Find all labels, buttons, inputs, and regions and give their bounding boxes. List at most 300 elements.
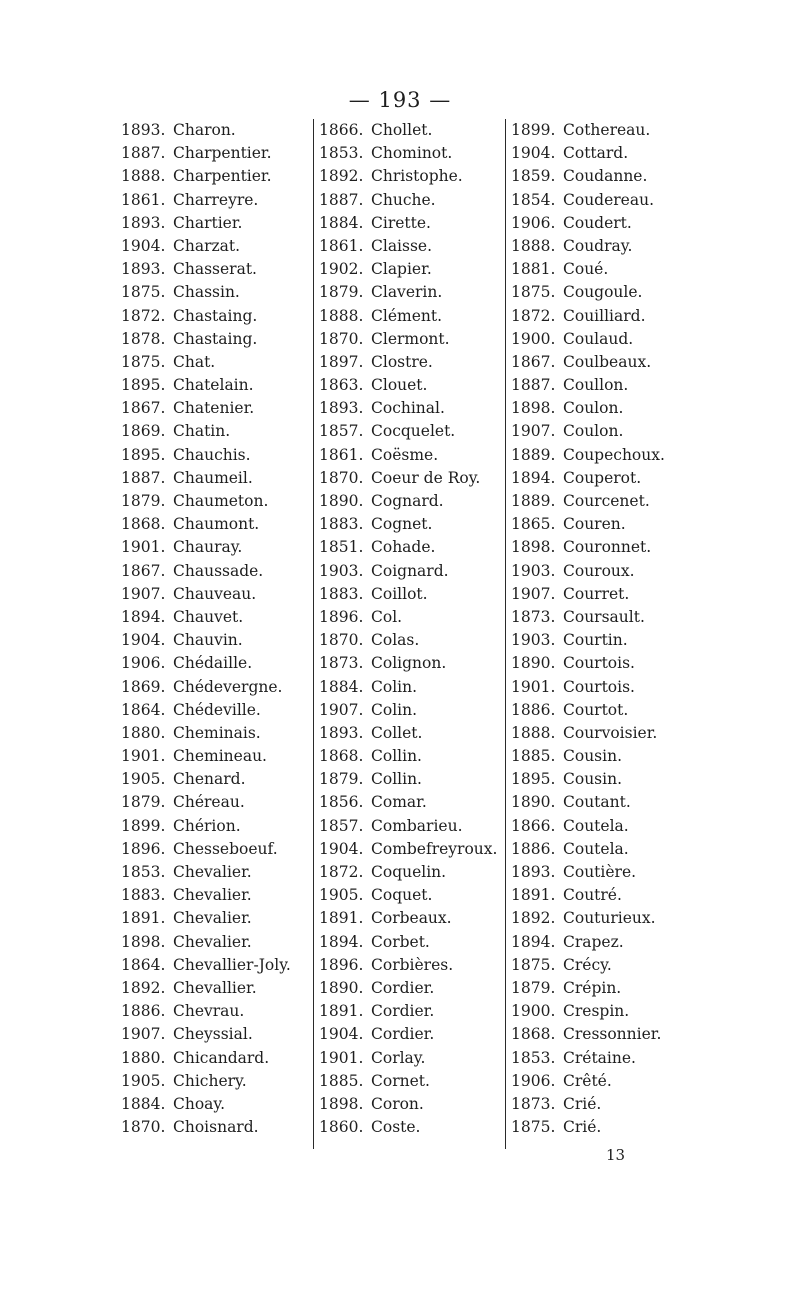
entry-surname: Cordier. bbox=[371, 978, 435, 997]
entry-surname: Couren. bbox=[563, 515, 626, 534]
entry-year: 1878. bbox=[121, 329, 166, 348]
entry-surname: Chéreau. bbox=[173, 793, 245, 812]
entry-year: 1897. bbox=[319, 352, 364, 371]
entry-surname: Cordier. bbox=[371, 1025, 435, 1044]
list-item bbox=[121, 281, 291, 304]
entry-year: 1890. bbox=[511, 793, 556, 812]
entry-year: 1893. bbox=[121, 213, 166, 232]
entry-year: 1879. bbox=[121, 793, 166, 812]
entry-year: 1884. bbox=[319, 677, 364, 696]
list-item bbox=[121, 861, 291, 884]
list-item bbox=[319, 606, 497, 629]
entry-surname: Coulaud. bbox=[563, 329, 634, 348]
entry-year: 1851. bbox=[319, 538, 364, 557]
entry-surname: Coquelin. bbox=[371, 863, 447, 881]
list-item bbox=[511, 1116, 665, 1139]
entry-year: 1904. bbox=[121, 631, 166, 650]
entry-year: 1903. bbox=[511, 561, 556, 580]
entry-year: 1866. bbox=[319, 121, 364, 139]
entry-year: 1904. bbox=[319, 839, 364, 858]
entry-surname: Coullon. bbox=[563, 376, 629, 395]
list-item bbox=[319, 189, 497, 212]
list-item bbox=[319, 652, 497, 675]
list-item bbox=[319, 884, 497, 907]
entry-surname: Colignon. bbox=[371, 654, 447, 673]
entry-surname: Charreyre. bbox=[173, 190, 259, 209]
entry-surname: Coulon. bbox=[563, 422, 624, 441]
entry-year: 1895. bbox=[511, 770, 556, 789]
entry-year: 1904. bbox=[121, 236, 166, 255]
entry-year: 1857. bbox=[319, 816, 364, 835]
list-item bbox=[319, 676, 497, 699]
entry-year: 1872. bbox=[319, 863, 364, 881]
entry-year: 1853. bbox=[319, 144, 364, 163]
entry-year: 1872. bbox=[121, 306, 166, 325]
list-item bbox=[511, 536, 665, 559]
entry-surname: Coutela. bbox=[563, 816, 629, 835]
entry-surname: Courtot. bbox=[563, 700, 629, 719]
entry-surname: Coquet. bbox=[371, 886, 433, 905]
entry-surname: Courvoisier. bbox=[563, 723, 658, 742]
entry-year: 1859. bbox=[511, 167, 556, 186]
entry-surname: Chauveau. bbox=[173, 584, 257, 603]
list-item bbox=[121, 444, 291, 467]
entry-surname: Charzat. bbox=[173, 236, 241, 255]
entry-surname: Chédevergne. bbox=[173, 677, 283, 696]
entry-surname: Chauvin. bbox=[173, 631, 243, 650]
entry-year: 1900. bbox=[511, 1002, 556, 1021]
entry-surname: Cirette. bbox=[371, 213, 431, 232]
entry-surname: Colin. bbox=[371, 677, 418, 696]
entry-year: 1873. bbox=[511, 1094, 556, 1113]
entry-surname: Corbières. bbox=[371, 955, 454, 974]
entry-surname: Couperot. bbox=[563, 468, 642, 487]
list-item bbox=[121, 722, 291, 745]
entry-surname: Chevallier-Joly. bbox=[173, 955, 291, 974]
list-item bbox=[121, 676, 291, 699]
entry-surname: Coupechoux. bbox=[563, 445, 665, 464]
entry-surname: Cognard. bbox=[371, 492, 444, 510]
list-item bbox=[319, 954, 497, 977]
entry-surname: Cheminais. bbox=[173, 723, 261, 742]
entry-year: 1883. bbox=[121, 886, 166, 905]
list-item bbox=[319, 490, 497, 513]
entry-surname: Combefreyroux. bbox=[371, 839, 498, 858]
list-item bbox=[511, 629, 665, 652]
entry-surname: Clément. bbox=[371, 306, 442, 325]
entry-surname: Cohade. bbox=[371, 538, 436, 557]
entry-surname: Crapez. bbox=[563, 932, 624, 951]
entry-surname: Chaumeton. bbox=[173, 492, 269, 510]
list-item bbox=[121, 142, 291, 165]
entry-year: 1896. bbox=[319, 955, 364, 974]
entry-year: 1856. bbox=[319, 793, 364, 812]
entry-surname: Coron. bbox=[371, 1094, 424, 1113]
list-item bbox=[511, 815, 665, 838]
entry-year: 1860. bbox=[319, 1118, 364, 1137]
entry-year: 1875. bbox=[511, 955, 556, 974]
list-item bbox=[319, 931, 497, 954]
entry-year: 1894. bbox=[511, 468, 556, 487]
entry-surname: Coué. bbox=[563, 260, 609, 279]
signature-mark: 13 bbox=[606, 1146, 626, 1164]
entry-year: 1905. bbox=[319, 886, 364, 905]
entry-year: 1867. bbox=[511, 352, 556, 371]
entry-surname: Crespin. bbox=[563, 1002, 630, 1021]
entry-year: 1870. bbox=[121, 1118, 166, 1137]
entry-surname: Coudray. bbox=[563, 236, 633, 255]
list-item bbox=[319, 1070, 497, 1093]
list-item bbox=[121, 907, 291, 930]
list-item bbox=[319, 1000, 497, 1023]
entry-year: 1886. bbox=[511, 839, 556, 858]
entry-year: 1887. bbox=[511, 376, 556, 395]
list-item bbox=[511, 907, 665, 930]
list-item bbox=[511, 444, 665, 467]
entry-surname: Chatenier. bbox=[173, 399, 255, 418]
entry-year: 1868. bbox=[121, 515, 166, 534]
entry-surname: Chatelain. bbox=[173, 376, 254, 395]
entry-year: 1906. bbox=[511, 1071, 556, 1090]
entry-surname: Cheyssial. bbox=[173, 1025, 253, 1044]
list-item bbox=[121, 838, 291, 861]
entry-year: 1893. bbox=[511, 863, 556, 881]
list-item bbox=[121, 536, 291, 559]
entry-year: 1891. bbox=[121, 909, 166, 928]
entry-surname: Coutant. bbox=[563, 793, 631, 812]
entry-surname: Chichery. bbox=[173, 1071, 247, 1090]
list-item bbox=[319, 583, 497, 606]
entry-surname: Charpentier. bbox=[173, 144, 272, 163]
entry-year: 1887. bbox=[121, 468, 166, 487]
entry-year: 1875. bbox=[121, 283, 166, 302]
list-item bbox=[511, 745, 665, 768]
entry-year: 1861. bbox=[121, 190, 166, 209]
entry-year: 1904. bbox=[319, 1025, 364, 1044]
list-item bbox=[511, 165, 665, 188]
list-item bbox=[319, 977, 497, 1000]
list-item bbox=[319, 768, 497, 791]
list-item bbox=[319, 142, 497, 165]
list-item bbox=[319, 374, 497, 397]
entry-surname: Couronnet. bbox=[563, 538, 652, 557]
list-item bbox=[511, 722, 665, 745]
list-item bbox=[511, 954, 665, 977]
list-item bbox=[511, 583, 665, 606]
list-item bbox=[121, 745, 291, 768]
list-item bbox=[121, 235, 291, 258]
entry-year: 1869. bbox=[121, 677, 166, 696]
entry-surname: Chédeville. bbox=[173, 700, 261, 719]
entry-surname: Chérion. bbox=[173, 816, 241, 835]
list-item bbox=[121, 189, 291, 212]
entry-surname: Chassin. bbox=[173, 283, 240, 302]
entry-year: 1891. bbox=[319, 1002, 364, 1021]
entry-year: 1853. bbox=[511, 1048, 556, 1067]
list-item bbox=[121, 884, 291, 907]
entry-surname: Cornet. bbox=[371, 1071, 430, 1090]
list-item bbox=[511, 351, 665, 374]
entry-year: 1870. bbox=[319, 631, 364, 650]
entry-surname: Chauchis. bbox=[173, 445, 251, 464]
list-item bbox=[511, 490, 665, 513]
entry-year: 1870. bbox=[319, 329, 364, 348]
name-column-3 bbox=[505, 119, 665, 1149]
entry-surname: Courtois. bbox=[563, 677, 635, 696]
list-item bbox=[121, 560, 291, 583]
entry-year: 1896. bbox=[319, 607, 364, 626]
entry-surname: Chesseboeuf. bbox=[173, 839, 278, 858]
entry-surname: Coulon. bbox=[563, 399, 624, 418]
list-item bbox=[511, 1070, 665, 1093]
entry-year: 1864. bbox=[121, 700, 166, 719]
list-item bbox=[511, 513, 665, 536]
list-item bbox=[319, 1023, 497, 1046]
list-item bbox=[121, 351, 291, 374]
entry-surname: Crié. bbox=[563, 1118, 602, 1137]
list-item bbox=[319, 328, 497, 351]
entry-year: 1868. bbox=[511, 1025, 556, 1044]
entry-year: 1903. bbox=[511, 631, 556, 650]
list-item bbox=[121, 374, 291, 397]
list-item bbox=[121, 1023, 291, 1046]
list-item bbox=[319, 467, 497, 490]
list-item bbox=[121, 397, 291, 420]
entry-surname: Chemineau. bbox=[173, 747, 267, 766]
list-item bbox=[121, 652, 291, 675]
entry-year: 1879. bbox=[511, 978, 556, 997]
entry-year: 1892. bbox=[121, 978, 166, 997]
list-item bbox=[511, 397, 665, 420]
entry-surname: Chenard. bbox=[173, 770, 246, 789]
entry-surname: Chauray. bbox=[173, 538, 243, 557]
entry-surname: Col. bbox=[371, 607, 403, 626]
entry-surname: Collin. bbox=[371, 747, 422, 766]
list-item bbox=[511, 235, 665, 258]
list-item bbox=[319, 212, 497, 235]
entry-year: 1907. bbox=[319, 700, 364, 719]
entry-year: 1853. bbox=[121, 863, 166, 881]
entry-surname: Coësme. bbox=[371, 445, 439, 464]
entry-surname: Coeur de Roy. bbox=[371, 468, 481, 487]
list-item bbox=[319, 258, 497, 281]
entry-year: 1898. bbox=[121, 932, 166, 951]
list-item bbox=[121, 791, 291, 814]
entry-year: 1883. bbox=[319, 584, 364, 603]
entry-year: 1891. bbox=[319, 909, 364, 928]
list-item bbox=[511, 328, 665, 351]
list-item bbox=[319, 119, 497, 142]
entry-surname: Clermont. bbox=[371, 329, 450, 348]
list-item bbox=[511, 142, 665, 165]
entry-year: 1898. bbox=[511, 538, 556, 557]
entry-surname: Coudereau. bbox=[563, 190, 655, 209]
entry-year: 1884. bbox=[121, 1094, 166, 1113]
entry-year: 1892. bbox=[511, 909, 556, 928]
entry-year: 1867. bbox=[121, 399, 166, 418]
entry-surname: Couilliard. bbox=[563, 306, 646, 325]
entry-year: 1902. bbox=[319, 260, 364, 279]
entry-year: 1903. bbox=[319, 561, 364, 580]
list-item bbox=[319, 536, 497, 559]
entry-year: 1894. bbox=[319, 932, 364, 951]
entry-year: 1875. bbox=[121, 352, 166, 371]
list-item bbox=[511, 1093, 665, 1116]
entry-surname: Coillot. bbox=[371, 584, 428, 603]
entry-surname: Crêté. bbox=[563, 1071, 612, 1090]
entry-year: 1854. bbox=[511, 190, 556, 209]
list-item bbox=[121, 1000, 291, 1023]
list-item bbox=[511, 119, 665, 142]
list-item bbox=[121, 513, 291, 536]
entry-surname: Corbeaux. bbox=[371, 909, 452, 928]
entry-year: 1893. bbox=[121, 121, 166, 139]
list-item bbox=[319, 629, 497, 652]
entry-surname: Coignard. bbox=[371, 561, 449, 580]
list-item bbox=[121, 305, 291, 328]
entry-surname: Couturieux. bbox=[563, 909, 656, 928]
entry-surname: Courtin. bbox=[563, 631, 628, 650]
entry-surname: Courcenet. bbox=[563, 492, 650, 510]
list-item bbox=[319, 1047, 497, 1070]
list-item bbox=[319, 560, 497, 583]
entry-surname: Chevalier. bbox=[173, 909, 252, 928]
entry-year: 1863. bbox=[319, 376, 364, 395]
entry-year: 1888. bbox=[121, 167, 166, 186]
entry-surname: Chaumeil. bbox=[173, 468, 253, 487]
page-number-header: — 193 — bbox=[348, 88, 452, 112]
list-item bbox=[319, 444, 497, 467]
list-item bbox=[319, 420, 497, 443]
entry-year: 1879. bbox=[319, 283, 364, 302]
entry-surname: Coutière. bbox=[563, 863, 637, 881]
list-item bbox=[511, 931, 665, 954]
entry-year: 1884. bbox=[319, 213, 364, 232]
entry-surname: Charon. bbox=[173, 121, 236, 139]
entry-year: 1901. bbox=[121, 538, 166, 557]
entry-year: 1907. bbox=[121, 584, 166, 603]
list-item bbox=[121, 1116, 291, 1139]
entry-year: 1893. bbox=[319, 399, 364, 418]
list-item bbox=[121, 328, 291, 351]
list-item bbox=[121, 977, 291, 1000]
entry-surname: Clouet. bbox=[371, 376, 428, 395]
entry-year: 1896. bbox=[121, 839, 166, 858]
entry-year: 1887. bbox=[319, 190, 364, 209]
entry-surname: Coudert. bbox=[563, 213, 632, 232]
entry-year: 1890. bbox=[319, 978, 364, 997]
entry-surname: Crié. bbox=[563, 1094, 602, 1113]
list-item bbox=[121, 119, 291, 142]
name-column-1 bbox=[121, 119, 291, 1139]
entry-year: 1887. bbox=[121, 144, 166, 163]
list-item bbox=[121, 606, 291, 629]
entry-surname: Collin. bbox=[371, 770, 422, 789]
list-item bbox=[121, 420, 291, 443]
list-item bbox=[511, 1000, 665, 1023]
entry-surname: Chollet. bbox=[371, 121, 433, 139]
entry-year: 1893. bbox=[121, 260, 166, 279]
entry-year: 1867. bbox=[121, 561, 166, 580]
list-item bbox=[319, 165, 497, 188]
entry-surname: Chédaille. bbox=[173, 654, 253, 673]
entry-year: 1875. bbox=[511, 283, 556, 302]
list-item bbox=[511, 791, 665, 814]
list-item bbox=[511, 861, 665, 884]
entry-surname: Coutré. bbox=[563, 886, 622, 905]
list-item bbox=[511, 305, 665, 328]
entry-year: 1904. bbox=[511, 144, 556, 163]
entry-year: 1893. bbox=[319, 723, 364, 742]
list-item bbox=[319, 281, 497, 304]
list-item bbox=[511, 1023, 665, 1046]
list-item bbox=[319, 397, 497, 420]
list-item bbox=[121, 1047, 291, 1070]
entry-year: 1861. bbox=[319, 445, 364, 464]
entry-surname: Coursault. bbox=[563, 607, 645, 626]
list-item bbox=[121, 954, 291, 977]
entry-year: 1869. bbox=[121, 422, 166, 441]
entry-year: 1880. bbox=[121, 1048, 166, 1067]
entry-surname: Clostre. bbox=[371, 352, 433, 371]
entry-surname: Cochinal. bbox=[371, 399, 445, 418]
entry-surname: Claverin. bbox=[371, 283, 443, 302]
entry-year: 1890. bbox=[319, 492, 364, 510]
entry-surname: Cressonnier. bbox=[563, 1025, 662, 1044]
list-item bbox=[511, 560, 665, 583]
entry-surname: Combarieu. bbox=[371, 816, 463, 835]
entry-surname: Coutela. bbox=[563, 839, 629, 858]
list-item bbox=[319, 838, 497, 861]
entry-year: 1873. bbox=[319, 654, 364, 673]
list-item bbox=[319, 1093, 497, 1116]
entry-year: 1883. bbox=[319, 515, 364, 534]
entry-surname: Colas. bbox=[371, 631, 420, 650]
list-item bbox=[121, 699, 291, 722]
entry-year: 1901. bbox=[121, 747, 166, 766]
entry-year: 1892. bbox=[319, 167, 364, 186]
list-item bbox=[121, 165, 291, 188]
list-item bbox=[511, 374, 665, 397]
entry-year: 1875. bbox=[511, 1118, 556, 1137]
entry-surname: Chartier. bbox=[173, 213, 243, 232]
entry-year: 1901. bbox=[319, 1048, 364, 1067]
list-item bbox=[121, 931, 291, 954]
entry-surname: Chat. bbox=[173, 352, 216, 371]
list-item bbox=[511, 884, 665, 907]
entry-year: 1899. bbox=[121, 816, 166, 835]
entry-year: 1861. bbox=[319, 236, 364, 255]
entry-year: 1879. bbox=[121, 492, 166, 510]
list-item bbox=[319, 699, 497, 722]
list-item bbox=[319, 722, 497, 745]
entry-surname: Chaussade. bbox=[173, 561, 264, 580]
entry-year: 1880. bbox=[121, 723, 166, 742]
entry-year: 1870. bbox=[319, 468, 364, 487]
entry-surname: Chaumont. bbox=[173, 515, 260, 534]
list-item bbox=[319, 1116, 497, 1139]
entry-surname: Chevalier. bbox=[173, 932, 252, 951]
entry-surname: Charpentier. bbox=[173, 167, 272, 186]
entry-surname: Courret. bbox=[563, 584, 630, 603]
entry-year: 1864. bbox=[121, 955, 166, 974]
entry-year: 1888. bbox=[511, 236, 556, 255]
list-item bbox=[319, 815, 497, 838]
list-item bbox=[319, 907, 497, 930]
entry-year: 1885. bbox=[511, 747, 556, 766]
entry-year: 1891. bbox=[511, 886, 556, 905]
entry-year: 1895. bbox=[121, 445, 166, 464]
